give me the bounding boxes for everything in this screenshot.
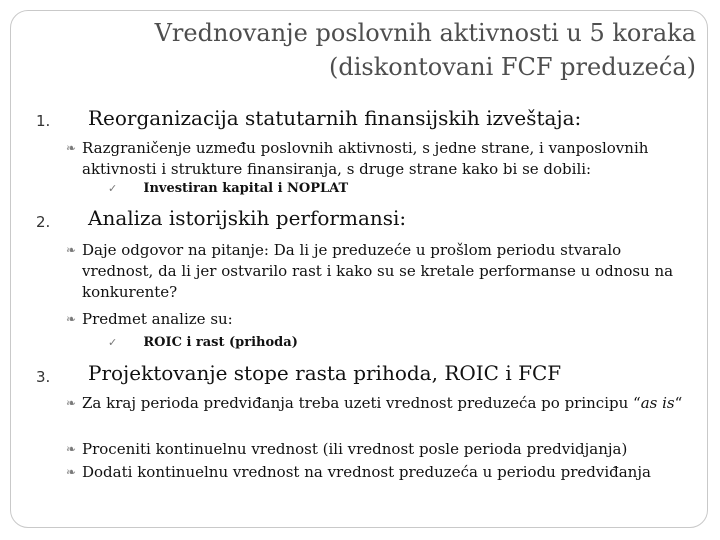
- section-3-bullet-2: [66, 439, 686, 460]
- checkmark-icon: ✓: [108, 336, 118, 349]
- bullet-text-italic: as is: [640, 394, 675, 412]
- ornament-bullet-icon: ❧: [66, 442, 77, 456]
- section-1-heading: Reorganizacija statutarnih finansijskih izveštaja:: [88, 106, 582, 130]
- section-3-bullet-3: [66, 462, 686, 483]
- section-2-bullet-1: [66, 240, 686, 303]
- bullet-text: Predmet analize su:: [82, 310, 233, 328]
- ornament-bullet-icon: ❧: [66, 141, 77, 155]
- bullet-text: Daje odgovor na pitanje: Da li je preduzeće u prošlom periodu stvaralo vrednost, da li jer ostvarilo rast i kako su se kretale performanse u odnosu na konkurente?: [82, 241, 674, 301]
- ornament-bullet-icon: ❧: [66, 465, 77, 479]
- check-text: ROIC i rast (prihoda): [143, 335, 298, 350]
- section-3-bullet-1: [66, 393, 686, 414]
- section-1-check-item: [108, 181, 348, 196]
- checkmark-icon: ✓: [108, 182, 118, 195]
- ornament-bullet-icon: ❧: [66, 243, 77, 257]
- section-2-heading: Analiza istorijskih performansi:: [88, 206, 407, 230]
- bullet-text-main: Za kraj perioda predviđanja treba uzeti vrednost preduzeća po principu “: [82, 394, 641, 412]
- ornament-bullet-icon: ❧: [66, 396, 77, 410]
- section-2-number: 2.: [36, 213, 51, 231]
- bullet-text: Razgraničenje uzmeđu poslovnih aktivnosti, s jedne strane, i vanposlovnih aktivnosti i strukture finansiranja, s druge strane kako bi se dobili:: [82, 139, 649, 178]
- section-1-bullet-1: [66, 138, 686, 180]
- section-1-number: 1.: [36, 112, 51, 130]
- bullet-text: Dodati kontinuelnu vrednost na vrednost preduzeća u periodu predviđanja: [82, 463, 651, 481]
- section-2-check-item: [108, 335, 298, 350]
- ornament-bullet-icon: ❧: [66, 312, 77, 326]
- section-3-heading: Projektovanje stope rasta prihoda, ROIC i FCF: [88, 361, 562, 385]
- check-text: Investiran kapital i NOPLAT: [143, 181, 349, 196]
- bullet-text: [66, 393, 686, 414]
- title-line-2: (diskontovani FCF preduzeća): [328, 53, 696, 81]
- section-3-number: 3.: [36, 368, 51, 386]
- bullet-text-close: “: [674, 394, 683, 412]
- bullet-text: Proceniti kontinuelnu vrednost (ili vrednost posle perioda predvidjanja): [82, 440, 628, 458]
- slide-title: [155, 16, 696, 84]
- title-line-1: Vrednovanje poslovnih aktivnosti u 5 koraka: [154, 19, 696, 47]
- section-2-bullet-2: [66, 309, 686, 330]
